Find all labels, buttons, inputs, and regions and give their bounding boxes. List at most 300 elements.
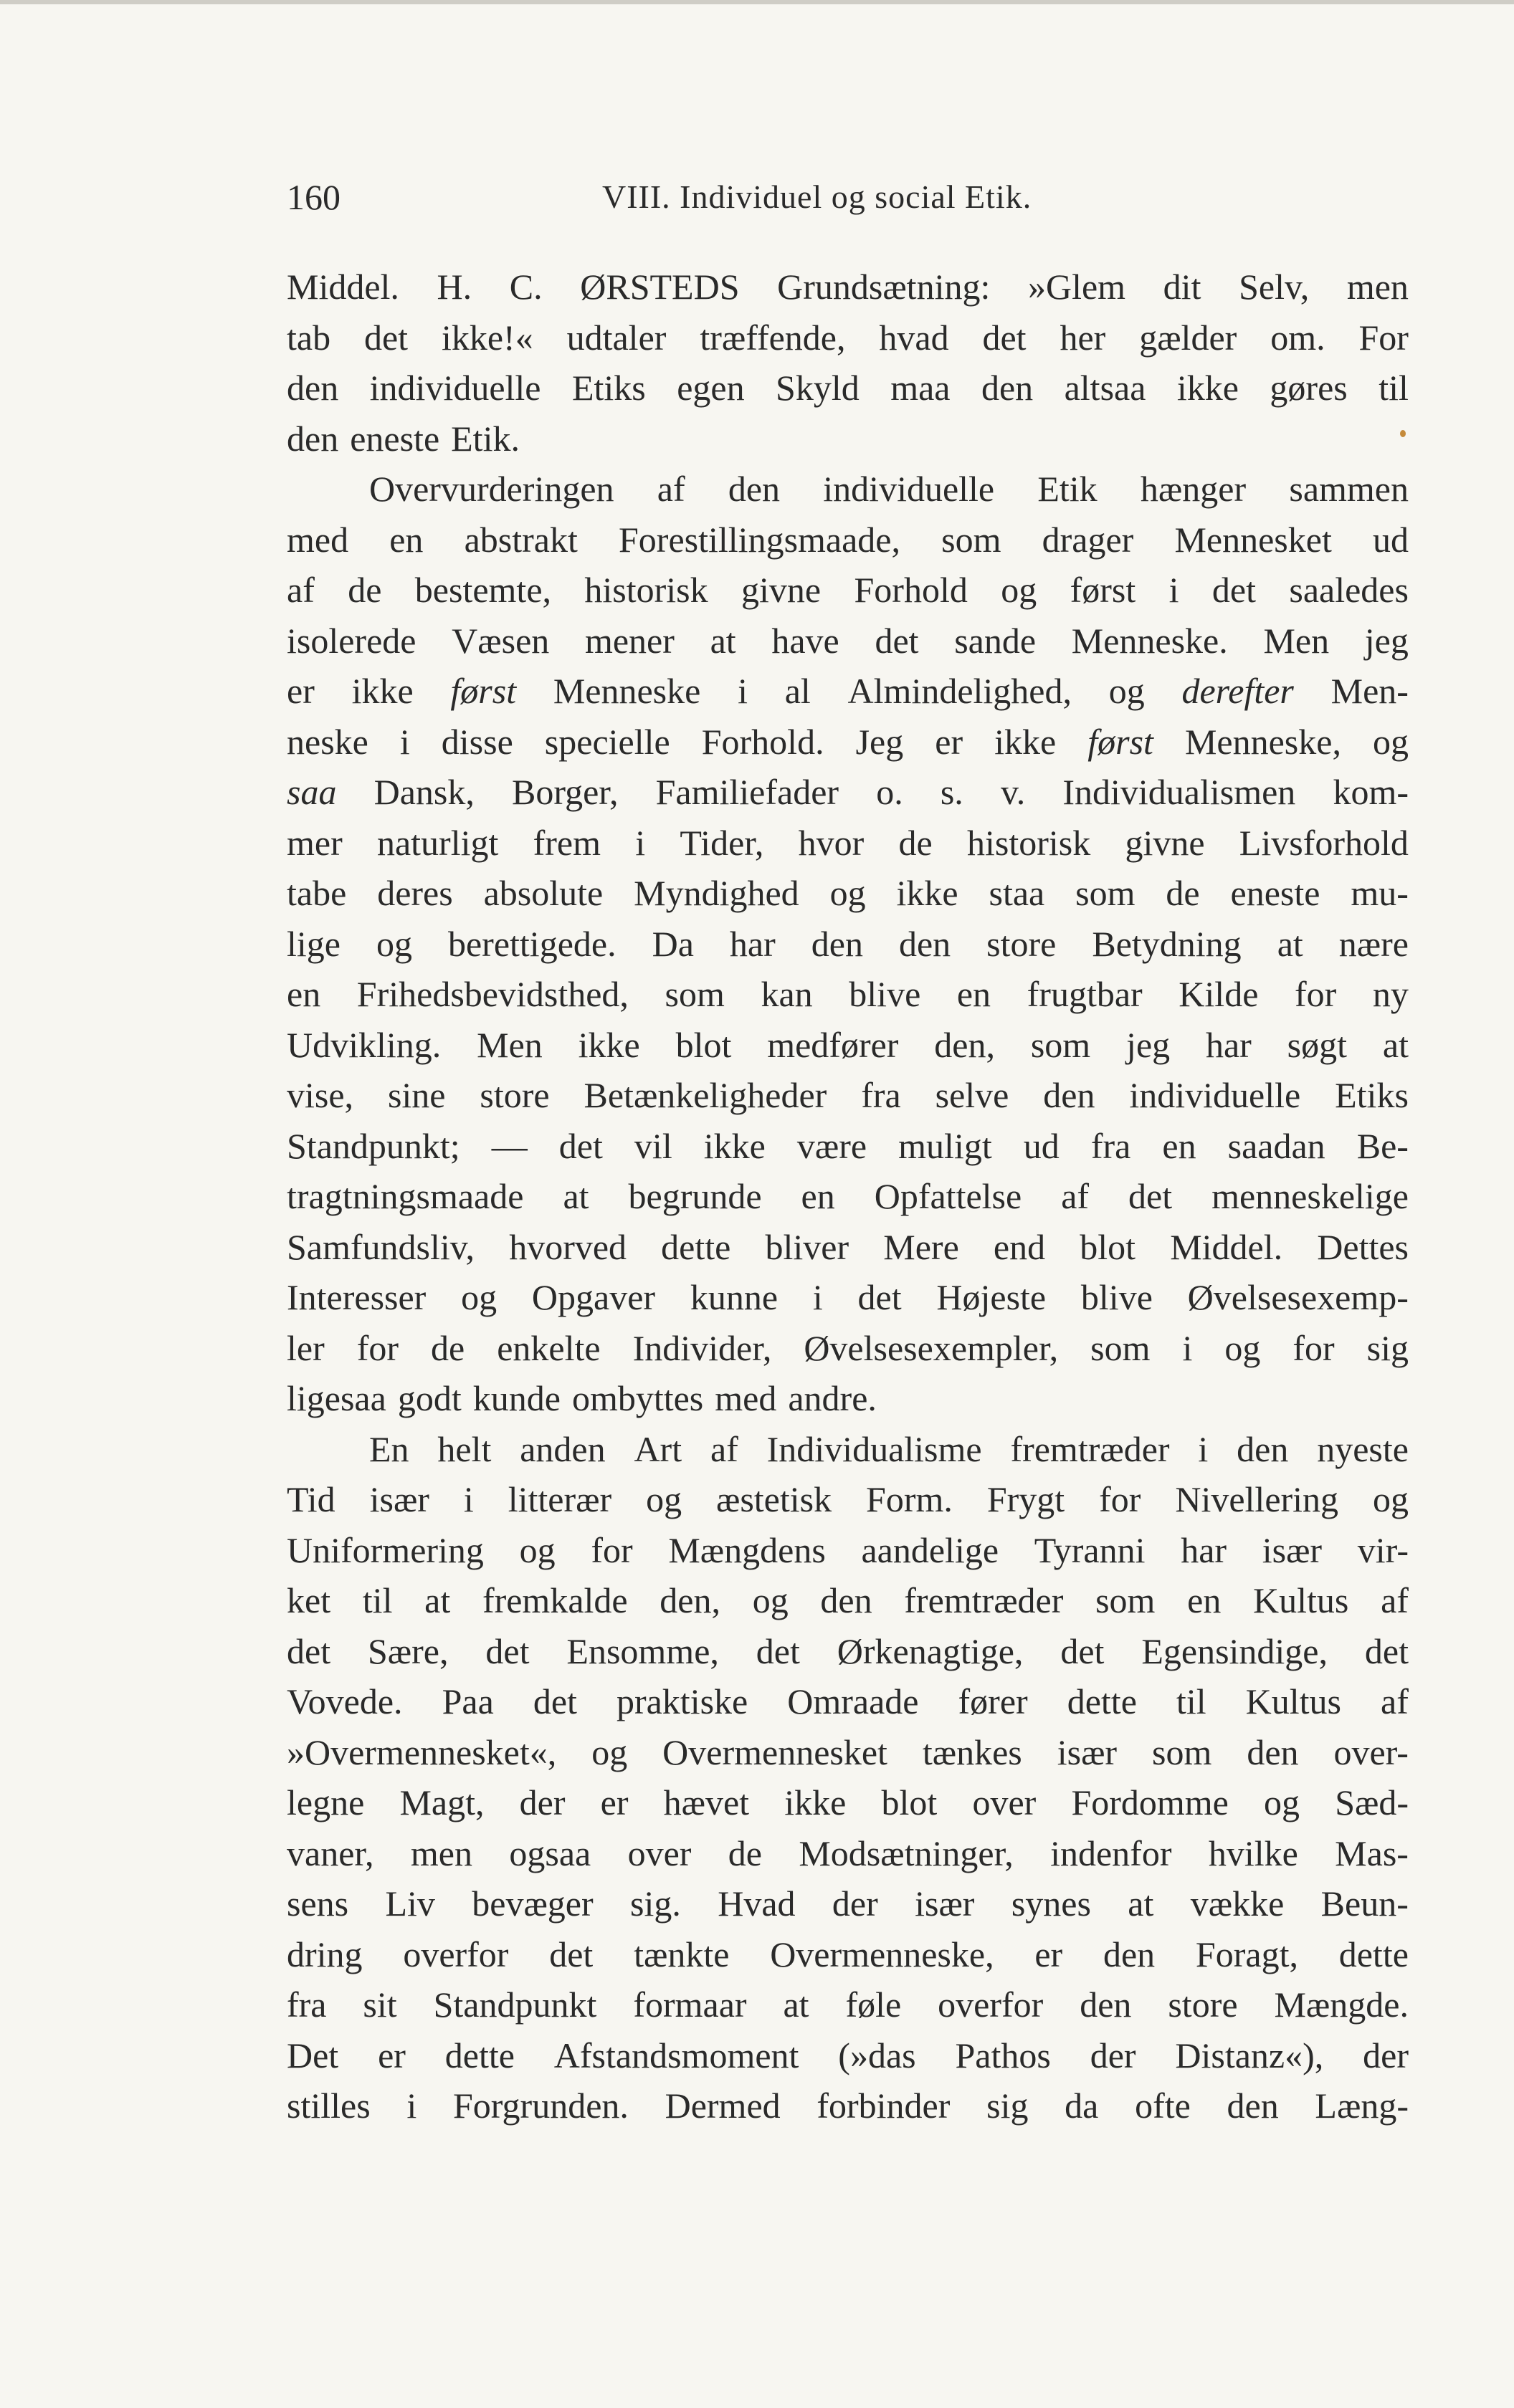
word: Forgrunden. — [453, 2086, 629, 2126]
word: en — [287, 974, 321, 1014]
word: Mængdens — [668, 1529, 826, 1570]
word: og — [1264, 1782, 1300, 1822]
word: Mas- — [1335, 1833, 1409, 1873]
word: i — [1168, 570, 1179, 610]
word: Opfattelse — [874, 1176, 1022, 1216]
word: blot — [675, 1024, 732, 1065]
word: Overvurderingen — [369, 469, 614, 509]
word: af — [1381, 1580, 1409, 1620]
word: maa — [890, 368, 951, 408]
word: Udvikling. — [287, 1024, 442, 1065]
word: vise, — [287, 1075, 354, 1115]
word: Samfundsliv, — [287, 1226, 475, 1267]
word: har — [1205, 1024, 1252, 1065]
word: da — [1065, 2086, 1099, 2126]
word: over — [627, 1833, 692, 1873]
word: som — [1152, 1731, 1212, 1772]
word: staa — [989, 873, 1045, 913]
text-line — [287, 464, 1409, 515]
word: gælder — [1139, 317, 1237, 358]
word: gøres — [1270, 368, 1348, 408]
word: Omraade — [787, 1681, 919, 1721]
word: i — [1182, 1327, 1193, 1368]
word: Kultus — [1245, 1681, 1341, 1721]
word: de — [431, 1327, 465, 1368]
word: at — [710, 620, 736, 661]
word: dit — [1163, 267, 1201, 307]
word: hævet — [663, 1782, 750, 1822]
word: den — [287, 418, 339, 459]
word: over — [972, 1782, 1037, 1822]
word: menneskelige — [1211, 1176, 1409, 1216]
text-line — [287, 919, 1409, 970]
text-line — [287, 1272, 1409, 1323]
word: Etiks — [1335, 1075, 1409, 1115]
text-line — [287, 1525, 1409, 1576]
word: de — [898, 822, 933, 863]
text-line — [287, 515, 1409, 565]
word: tabe — [287, 873, 347, 913]
word: Menneske, — [1184, 721, 1341, 762]
word: være — [796, 1125, 867, 1166]
word: for — [1294, 974, 1337, 1014]
word: Pathos — [955, 2035, 1051, 2075]
word: v. — [1000, 772, 1026, 812]
word: absolute — [483, 873, 604, 913]
word: Sære, — [368, 1630, 449, 1671]
word: individuelle — [823, 469, 995, 509]
word: den — [811, 923, 863, 964]
word: store — [480, 1075, 550, 1115]
word: i — [738, 671, 748, 711]
word: Standpunkt — [433, 1984, 597, 2025]
word: og — [519, 1529, 556, 1570]
word: Men — [477, 1024, 543, 1065]
word: Hvad — [718, 1883, 796, 1924]
word: deres — [377, 873, 453, 913]
word: ikke — [784, 1782, 847, 1822]
word: dette — [1067, 1681, 1137, 1721]
word: og — [1108, 671, 1145, 711]
word: om. — [1270, 317, 1325, 358]
word: Etik — [1037, 469, 1098, 509]
word: Individer, — [632, 1327, 772, 1368]
word: for — [356, 1327, 399, 1368]
word: Opgaver — [531, 1277, 656, 1317]
word: mer — [287, 822, 343, 863]
word: Højeste — [936, 1277, 1047, 1317]
word: Grundsætning: — [777, 267, 991, 307]
text-line — [287, 1979, 1409, 2030]
word: for — [591, 1529, 633, 1570]
word: vække — [1190, 1883, 1285, 1924]
word: at — [1382, 1024, 1409, 1065]
word: drager — [1042, 519, 1134, 560]
word: begrunde — [628, 1176, 762, 1216]
word: men — [410, 1833, 472, 1873]
running-head — [287, 172, 1405, 222]
word: en — [801, 1176, 835, 1216]
word: store — [986, 923, 1057, 964]
word: ikke — [1176, 368, 1239, 408]
word: af — [1381, 1681, 1409, 1721]
word: Ensomme, — [566, 1630, 719, 1671]
word: blot — [1080, 1226, 1136, 1267]
word: eneste — [1230, 873, 1320, 913]
word: »Glem — [1027, 267, 1126, 307]
word: For — [1358, 317, 1409, 358]
word: først — [450, 671, 517, 711]
word: Standpunkt; — [287, 1125, 460, 1166]
word: at — [1128, 1883, 1154, 1924]
word: saa — [287, 772, 337, 812]
text-line — [287, 1626, 1409, 1677]
word: til — [1379, 368, 1409, 408]
word: kom- — [1333, 772, 1409, 812]
word: men — [1346, 267, 1409, 307]
word: sammen — [1289, 469, 1409, 509]
word: Skyld — [776, 368, 860, 408]
word: den — [981, 368, 1034, 408]
word: først — [1070, 570, 1136, 610]
word: Nivellering — [1175, 1479, 1339, 1519]
text-line — [287, 414, 1409, 464]
word: udtaler — [566, 317, 667, 358]
word: vil — [634, 1125, 672, 1166]
word: overfor — [403, 1934, 509, 1974]
word: søgt — [1287, 1024, 1348, 1065]
word: som — [1090, 1327, 1151, 1368]
word: og — [1224, 1327, 1261, 1368]
word: nyeste — [1317, 1428, 1409, 1469]
word: indenfor — [1050, 1833, 1172, 1873]
word: og — [1372, 721, 1409, 762]
word: det — [287, 1630, 331, 1671]
word: fremtræder — [1010, 1428, 1170, 1469]
word: hvilke — [1208, 1833, 1298, 1873]
word: Det — [287, 2035, 339, 2075]
word: som — [665, 974, 725, 1014]
word: der — [519, 1782, 566, 1822]
word: sens — [287, 1883, 349, 1924]
word: som — [1030, 1024, 1091, 1065]
word: dring — [287, 1934, 363, 1974]
word: Interesser — [287, 1277, 427, 1317]
word: ud — [1373, 519, 1409, 560]
word: Vovede. — [287, 1681, 403, 1721]
word: medfører — [767, 1024, 899, 1065]
word: Dettes — [1317, 1226, 1409, 1267]
text-line — [287, 1878, 1409, 1929]
word: mener — [584, 620, 675, 661]
word: Kultus — [1253, 1580, 1349, 1620]
word: al — [784, 671, 811, 711]
word: sig. — [630, 1883, 681, 1924]
word: nære — [1338, 923, 1409, 964]
text-line — [287, 565, 1409, 616]
word: til — [362, 1580, 393, 1620]
word: Middel. — [1170, 1226, 1283, 1267]
word: jeg — [1126, 1024, 1171, 1065]
ink-speck — [1400, 430, 1406, 437]
text-line — [287, 717, 1409, 768]
text-line — [287, 262, 1409, 312]
word: blive — [1080, 1277, 1153, 1317]
word: der — [1090, 2035, 1136, 2075]
word: den — [898, 923, 951, 964]
word: de — [1166, 873, 1200, 913]
word: tragtningsmaade — [287, 1176, 524, 1216]
word: har — [1181, 1529, 1227, 1570]
word: har — [729, 923, 776, 964]
word: frem — [533, 822, 601, 863]
word: Mere — [883, 1226, 959, 1267]
word: helt — [437, 1428, 492, 1469]
word: og — [376, 923, 412, 964]
word: Mennesket — [1174, 519, 1332, 560]
word: det — [1060, 1630, 1105, 1671]
text-line — [287, 969, 1409, 1020]
word: det — [549, 1934, 594, 1974]
word: hvad — [879, 317, 949, 358]
word: ket — [287, 1580, 331, 1620]
word: Da — [652, 923, 694, 964]
word: Kilde — [1179, 974, 1259, 1014]
word: af — [287, 570, 315, 610]
word: af — [1061, 1176, 1090, 1216]
word: ikke — [994, 721, 1057, 762]
word: specielle — [544, 721, 670, 762]
word: med — [715, 1378, 777, 1418]
word: Uniformering — [287, 1529, 484, 1570]
text-line — [287, 767, 1409, 818]
word: en — [389, 519, 424, 560]
word: sig — [986, 2086, 1029, 2126]
word: ikke — [351, 671, 414, 711]
word: det — [1128, 1176, 1173, 1216]
word: i — [1198, 1428, 1209, 1469]
word: at — [783, 1984, 809, 2025]
text-line — [287, 1575, 1409, 1626]
word: selve — [935, 1075, 1009, 1115]
word: en — [1187, 1580, 1222, 1620]
word: fra — [287, 1984, 327, 2025]
word: Forhold. — [701, 721, 824, 762]
word: bevæger — [472, 1883, 594, 1924]
word: bliver — [765, 1226, 849, 1267]
word: Frihedsbevidsthed, — [356, 974, 629, 1014]
word: der — [1363, 2035, 1409, 2075]
word: praktiske — [616, 1681, 748, 1721]
word: Fordomme — [1071, 1782, 1229, 1822]
word: det — [875, 620, 919, 661]
word: Individualisme — [766, 1428, 982, 1469]
word: altsaa — [1064, 368, 1146, 408]
word: i — [812, 1277, 823, 1317]
word: den, — [660, 1580, 720, 1620]
word: her — [1060, 317, 1106, 358]
word: litterær — [508, 1479, 612, 1519]
word: frugtbar — [1027, 974, 1143, 1014]
text-line — [287, 818, 1409, 869]
word: forbinder — [816, 2086, 951, 2126]
word: som — [1075, 873, 1136, 913]
word: Be- — [1356, 1125, 1409, 1166]
word: o. — [876, 772, 903, 812]
word: den — [1103, 1934, 1156, 1974]
word: en — [956, 974, 991, 1014]
word: Tyranni — [1034, 1529, 1146, 1570]
word: og — [646, 1479, 682, 1519]
word: eneste — [350, 418, 440, 459]
word: Ørkenagtige, — [837, 1630, 1024, 1671]
text-line — [287, 1373, 1409, 1424]
word: Paa — [442, 1681, 494, 1721]
word: muligt — [898, 1125, 992, 1166]
word: ofte — [1135, 2086, 1191, 2126]
word: at — [563, 1176, 589, 1216]
word: den — [1043, 1075, 1095, 1115]
word: Selv, — [1239, 267, 1310, 307]
word: ikke — [578, 1024, 640, 1065]
word: den — [1237, 1428, 1289, 1469]
word: synes — [1011, 1883, 1091, 1924]
word: er — [600, 1782, 629, 1822]
word: det — [756, 1630, 800, 1671]
word: den — [820, 1580, 872, 1620]
word: jeg — [1364, 620, 1409, 661]
word: formaar — [633, 1984, 747, 2025]
text-line — [287, 312, 1409, 363]
word: Øvelsesexempler, — [804, 1327, 1059, 1368]
word: den, — [934, 1024, 995, 1065]
word: Men — [1263, 620, 1330, 661]
word: det — [1211, 570, 1256, 610]
word: Menneske — [553, 671, 701, 711]
word: og — [591, 1731, 628, 1772]
word: først — [1087, 721, 1153, 762]
word: ler — [287, 1327, 325, 1368]
word: Frygt — [986, 1479, 1065, 1519]
word: de — [728, 1833, 762, 1873]
word: Modsætninger, — [799, 1833, 1014, 1873]
word: blive — [849, 974, 921, 1014]
text-line — [287, 1424, 1409, 1475]
word: En — [369, 1428, 409, 1469]
word: Etiks — [571, 368, 646, 408]
text-line — [287, 1020, 1409, 1071]
word: abstrakt — [464, 519, 578, 560]
word: sit — [363, 1984, 397, 2025]
word: er — [378, 2035, 406, 2075]
text-line — [287, 1727, 1409, 1778]
word: ikke — [896, 873, 958, 913]
text-line — [287, 666, 1409, 717]
word: ikke — [703, 1125, 766, 1166]
word: det — [485, 1630, 530, 1671]
word: for — [1292, 1327, 1335, 1368]
word: dette — [661, 1226, 731, 1267]
word: andre. — [788, 1378, 877, 1418]
word: Dermed — [665, 2086, 781, 2126]
text-line — [287, 2030, 1409, 2081]
word: de — [348, 570, 382, 610]
word: H. — [437, 267, 472, 307]
word: derefter — [1181, 671, 1294, 711]
word: med — [287, 519, 349, 560]
text-line — [287, 2080, 1409, 2131]
word: Menneske. — [1071, 620, 1228, 661]
word: især — [1262, 1529, 1323, 1570]
word: Tid — [287, 1479, 335, 1519]
word: Forhold — [854, 570, 968, 610]
word: Individualismen — [1062, 772, 1296, 812]
word: den — [287, 368, 339, 408]
word: tænkes — [922, 1731, 1022, 1772]
word: mu- — [1351, 873, 1409, 913]
word: det — [1364, 1630, 1409, 1671]
word: C. — [509, 267, 543, 307]
word: godt — [397, 1378, 462, 1418]
word: Forestillingsmaade, — [619, 519, 900, 560]
word: i — [399, 721, 410, 762]
word: Afstandsmoment — [553, 2035, 799, 2075]
text-line — [287, 868, 1409, 919]
word: Form. — [866, 1479, 953, 1519]
word: (»das — [838, 2035, 916, 2075]
word: vir- — [1357, 1529, 1409, 1570]
word: disse — [441, 721, 513, 762]
word: individuelle — [369, 368, 541, 408]
word: givne — [1125, 822, 1205, 863]
word: Betydning — [1092, 923, 1242, 964]
word: Etik. — [451, 418, 520, 459]
word: over- — [1333, 1731, 1409, 1772]
word: enkelte — [497, 1327, 601, 1368]
word: dette — [1338, 1934, 1409, 1974]
word: neske — [287, 721, 368, 762]
word: fra — [1090, 1125, 1131, 1166]
word: ombyttes — [571, 1378, 704, 1418]
word: — — [491, 1125, 528, 1166]
text-line — [287, 1171, 1409, 1222]
word: Liv — [385, 1883, 435, 1924]
word: s. — [940, 772, 963, 812]
word: det — [533, 1681, 577, 1721]
word: fremkalde — [482, 1580, 628, 1620]
word: træffende, — [700, 317, 846, 358]
word: det — [857, 1277, 902, 1317]
word: hvor — [798, 822, 865, 863]
word: Middel. — [287, 267, 399, 307]
word: af — [710, 1428, 738, 1469]
word: den — [1080, 1984, 1132, 2025]
text-line — [287, 1474, 1409, 1525]
word: er — [935, 721, 963, 762]
text-line — [287, 1777, 1409, 1828]
word: dette — [444, 2035, 515, 2075]
body-text — [287, 262, 1409, 2131]
word: som — [941, 519, 1001, 560]
word: saadan — [1227, 1125, 1325, 1166]
word: Betænkeligheder — [584, 1075, 827, 1115]
word: Dansk, — [373, 772, 475, 812]
text-line — [287, 616, 1409, 666]
word: kunne — [690, 1277, 779, 1317]
word: end — [993, 1226, 1046, 1267]
word: isolerede — [287, 620, 416, 661]
word: »Overmennesket«, — [287, 1731, 557, 1772]
